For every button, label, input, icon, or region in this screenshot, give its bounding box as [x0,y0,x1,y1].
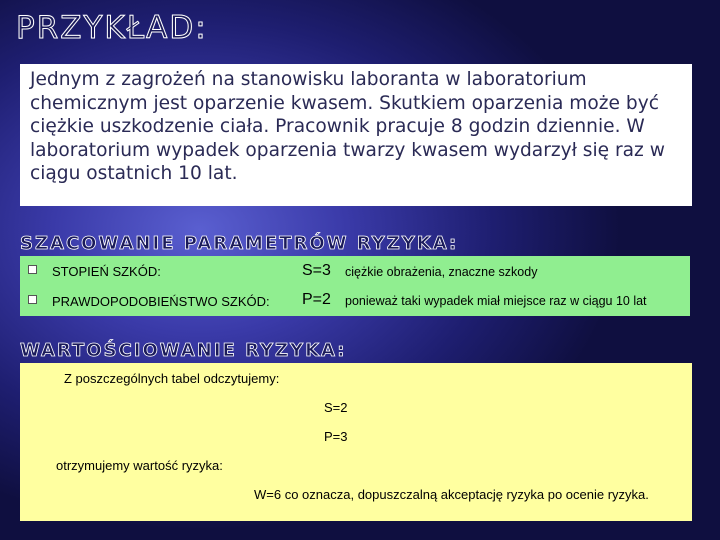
param-row-probability [20,286,690,316]
param-row-severity [20,256,690,286]
param-value: S=3 [302,262,331,279]
evaluation-intro: Z poszczególnych tabel odczytujemy: [64,371,280,386]
risk-evaluation-box [20,363,692,521]
bullet-icon [28,265,37,274]
bullet-icon [28,295,37,304]
result-label: otrzymujemy wartość ryzyka: [56,458,223,473]
intro-text: Jednym z zagrożeń na stanowisku laboranta w laboratorium chemicznym jest oparzenie kwasem. Skutkiem oparzenia może być ciężkie uszkodzenie ciała. Pracownik pracuje 8 godzin dziennie. W laboratorium wypadek oparzenia twarzy kwasem wydarzył się raz w ciągu ostatnich 10 lat. [30,69,665,184]
param-description: ponieważ taki wypadek miał miejsce raz w ciągu 10 lat [345,294,647,308]
param-value: P=2 [302,291,331,308]
risk-parameters-box [20,256,690,316]
slide-title: PRZYKŁAD: [16,10,208,46]
result-text: W=6 co oznacza, dopuszczalną akceptację ryzyka po ocenie ryzyka. [254,487,649,502]
section-heading-risk-evaluation: WARTOŚCIOWANIE RYZYKA: [20,340,347,361]
p-value: P=3 [324,429,348,444]
s-value: S=2 [324,400,348,415]
param-label: STOPIEŃ SZKÓD: [52,264,161,279]
section-heading-risk-parameters: SZACOWANIE PARAMETRÓW RYZYKA: [20,233,459,254]
param-description: ciężkie obrażenia, znaczne szkody [345,265,538,279]
intro-text-box [20,64,692,206]
param-label: PRAWDOPODOBIEŃSTWO SZKÓD: [52,294,270,309]
